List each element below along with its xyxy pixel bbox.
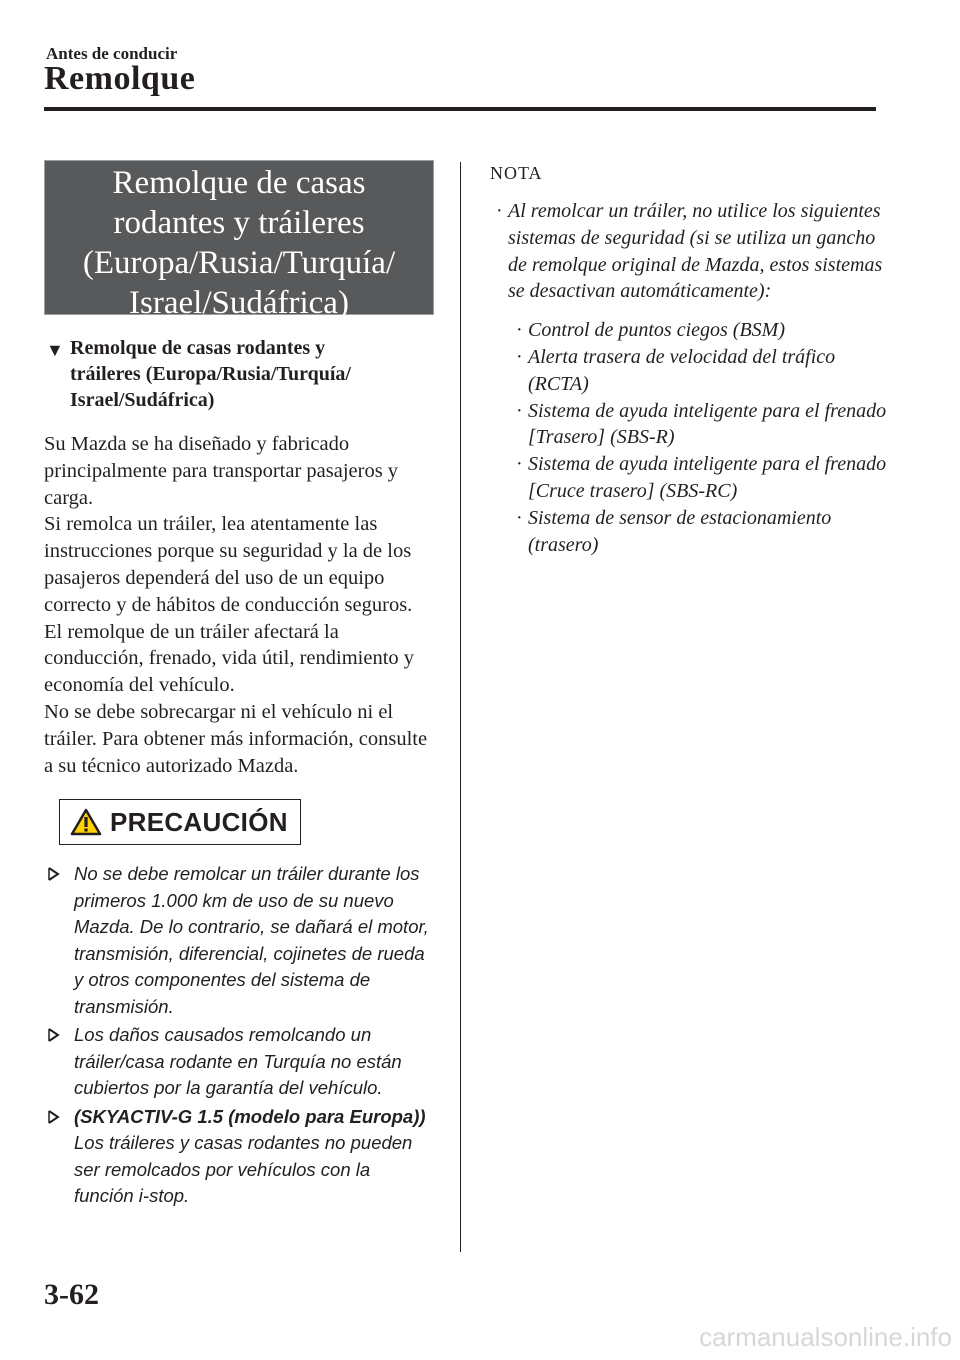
subheading-line: Remolque de casas rodantes y <box>70 337 326 359</box>
list-item <box>490 344 890 398</box>
safety-system-list <box>490 317 890 558</box>
section-banner <box>44 160 434 321</box>
paragraph: Si remolca un tráiler, lea atentamente las instrucciones porque su seguridad y la de los pasajeros dependerá del uso de un equipo correcto y de hábitos de conducción seguros. El remolque de un tráiler afectará la conducción, frenado, vida útil, rendimiento y economía del vehículo. <box>44 513 415 697</box>
list-item <box>490 505 890 559</box>
subheading-line: Israel/Sudáfrica) <box>70 389 215 411</box>
list-item <box>490 398 890 452</box>
caution-item <box>44 861 434 1020</box>
paragraph: No se debe sobrecargar ni el vehículo ni el tráiler. Para obtener más información, consulte a su técnico autorizado Mazda. <box>44 700 428 777</box>
subheading-line: tráileres (Europa/Rusia/Turquía/ <box>70 363 351 385</box>
arrow-bullet-icon <box>46 1027 62 1043</box>
system-name: Alerta trasera de velocidad del tráfico (RCTA) <box>528 345 836 395</box>
caution-list <box>44 861 434 1210</box>
bullet-dot-icon: · <box>516 506 523 529</box>
left-column <box>44 160 434 1212</box>
header-rule <box>44 107 876 111</box>
caution-item-text: No se debe remolcar un tráiler durante los primeros 1.000 km de uso de su nuevo Mazda. De lo contrario, se dañará el motor, transmisión, diferencial, cojinetes de rueda y otros componentes del sistema de transmisión. <box>74 863 429 1017</box>
note-label: NOTA <box>490 163 543 183</box>
system-name: Sistema de ayuda inteligente para el frenado [Cruce trasero] (SBS-RC) <box>528 453 887 502</box>
bullet-dot-icon: · <box>516 345 523 368</box>
paragraph: Su Mazda se ha diseñado y fabricado principalmente para transportar pasajeros y carga. <box>44 433 399 509</box>
arrow-bullet-icon <box>46 1109 62 1125</box>
banner-line: Israel/Sudáfrica) <box>129 285 349 321</box>
banner-line: Remolque de casas <box>112 165 366 201</box>
right-column <box>490 160 890 558</box>
subsection-heading <box>44 335 434 413</box>
arrow-bullet-icon <box>46 866 62 882</box>
caution-item-text: Los tráileres y casas rodantes no pueden ser remolcados por vehículos con la función i-stop. <box>74 1132 413 1207</box>
bullet-dot-icon: · <box>516 399 523 422</box>
system-name: Sistema de ayuda inteligente para el frenado [Trasero] (SBS-R) <box>528 399 887 449</box>
banner-line: rodantes y tráileres <box>113 205 365 241</box>
note-intro-text: Al remolcar un tráiler, no utilice los siguientes sistemas de seguridad (si se utiliza un gancho de remolque original de Mazda, estos sistemas se desactivan automáticamente): <box>508 200 883 303</box>
list-item <box>490 317 890 344</box>
bullet-dot-icon: · <box>496 200 503 222</box>
watermark: carmanualsonline.info <box>699 1322 952 1352</box>
caution-item-model: (SKYACTIV-G 1.5 (modelo para Europa)) <box>74 1105 426 1127</box>
chapter-label: Antes de conducir <box>46 44 178 63</box>
system-name: Sistema de sensor de estacionamiento (trasero) <box>528 506 832 556</box>
column-divider <box>460 162 461 1252</box>
system-name: Control de puntos ciegos (BSM) <box>528 319 786 342</box>
page-title: Remolque <box>44 60 196 97</box>
caution-item <box>44 1022 434 1102</box>
note-item <box>490 198 890 305</box>
warning-triangle-icon <box>70 808 102 836</box>
banner-line: (Europa/Rusia/Turquía/ <box>82 245 396 281</box>
triangle-marker-icon: ▼ <box>46 340 64 360</box>
bullet-dot-icon: · <box>516 319 523 342</box>
bullet-dot-icon: · <box>516 453 523 476</box>
page-number: 3-62 <box>44 1278 99 1311</box>
caution-item <box>44 1104 434 1210</box>
body-text <box>44 431 434 779</box>
caution-label: PRECAUCIÓN <box>110 806 288 837</box>
caution-item-text: Los daños causados remolcando un tráiler/casa rodante en Turquía no están cubiertos por la garantía del vehículo. <box>74 1024 402 1099</box>
caution-box <box>59 799 301 845</box>
list-item <box>490 451 890 505</box>
